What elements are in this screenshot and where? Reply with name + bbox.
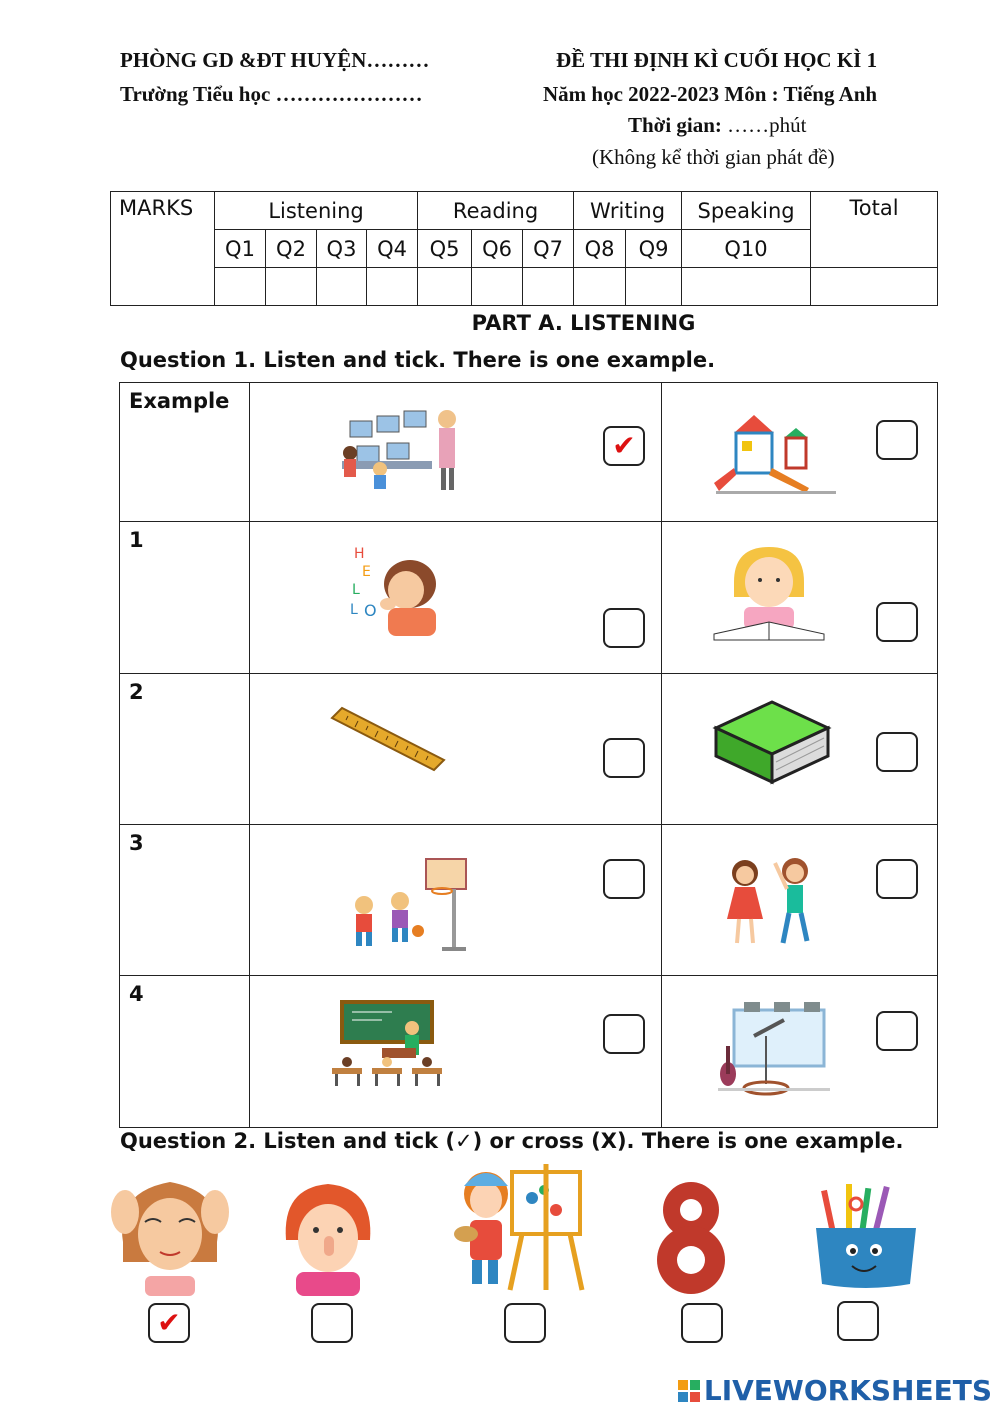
row-label-cell xyxy=(120,976,250,1128)
score-cell[interactable] xyxy=(523,268,574,306)
row-label: 2 xyxy=(129,680,144,704)
checkbox[interactable] xyxy=(876,1011,918,1051)
svg-text:L: L xyxy=(352,582,360,598)
score-cell[interactable] xyxy=(626,268,682,306)
skill-writing: Writing xyxy=(574,192,682,230)
music-room-picture xyxy=(714,996,834,1096)
q-header: Q5 xyxy=(418,230,472,268)
q-header: Q10 xyxy=(682,230,811,268)
question-1-grid xyxy=(119,382,938,1128)
playground-picture xyxy=(714,413,844,503)
option-cell xyxy=(662,674,938,825)
checkbox[interactable] xyxy=(311,1303,353,1343)
dancing-picture xyxy=(717,853,827,953)
painting-picture xyxy=(452,1160,592,1295)
option-cell xyxy=(662,522,938,674)
option-cell xyxy=(250,383,662,522)
score-cell[interactable] xyxy=(682,268,811,306)
score-cell[interactable] xyxy=(215,268,266,306)
classroom-picture xyxy=(332,998,452,1093)
marks-label: MARKS xyxy=(111,192,215,306)
green-book-picture xyxy=(712,698,832,788)
liveworksheets-logo xyxy=(678,1374,992,1407)
row-label: 3 xyxy=(129,831,144,855)
school-name: Trường Tiểu học ………………… xyxy=(120,82,423,106)
checkbox[interactable] xyxy=(603,738,645,778)
checkbox[interactable] xyxy=(876,602,918,642)
time-note: (Không kể thời gian phát đề) xyxy=(592,145,835,169)
q-header: Q3 xyxy=(317,230,367,268)
checkbox[interactable] xyxy=(148,1303,190,1343)
row-label-cell xyxy=(120,825,250,976)
checkbox[interactable] xyxy=(681,1303,723,1343)
option-cell xyxy=(250,522,662,674)
row-label-cell xyxy=(120,522,250,674)
tick-mark: ✔ xyxy=(612,429,636,462)
svg-text:E: E xyxy=(362,564,371,580)
part-a-title: PART A. LISTENING xyxy=(471,311,696,335)
score-cell[interactable] xyxy=(317,268,367,306)
score-cell[interactable] xyxy=(472,268,523,306)
row-label-cell xyxy=(120,383,250,522)
q-header: Q4 xyxy=(367,230,418,268)
score-cell[interactable] xyxy=(418,268,472,306)
ruler-picture xyxy=(328,704,448,774)
checkbox[interactable] xyxy=(603,1014,645,1054)
option-cell xyxy=(250,825,662,976)
option-cell xyxy=(662,383,938,522)
computer-room-picture xyxy=(332,401,472,496)
watermark-text: LIVEWORKSHEETS xyxy=(703,1374,992,1407)
score-cell-total[interactable] xyxy=(811,268,938,306)
svg-text:L: L xyxy=(350,602,358,618)
basketball-picture xyxy=(342,855,472,955)
marks-table xyxy=(110,191,938,306)
score-cell[interactable] xyxy=(574,268,626,306)
pencil-case-picture xyxy=(812,1184,920,1292)
option-cell xyxy=(662,825,938,976)
number-eight-picture xyxy=(638,1176,744,1296)
skill-speaking: Speaking xyxy=(682,192,811,230)
nose-picture xyxy=(268,1174,388,1296)
skill-listening: Listening xyxy=(215,192,418,230)
svg-text:O: O xyxy=(364,601,377,620)
tick-mark: ✔ xyxy=(157,1306,181,1339)
row-label-cell xyxy=(120,674,250,825)
score-cell[interactable] xyxy=(266,268,317,306)
checkbox[interactable] xyxy=(876,859,918,899)
checkbox[interactable] xyxy=(504,1303,546,1343)
skill-total: Total xyxy=(811,192,938,268)
school-year-subject: Năm học 2022-2023 Môn : Tiếng Anh xyxy=(543,82,878,106)
option-cell xyxy=(662,976,938,1128)
head-picture xyxy=(105,1172,235,1297)
row-label: 1 xyxy=(129,528,144,552)
checkbox[interactable] xyxy=(603,608,645,648)
option-cell xyxy=(250,674,662,825)
time-line xyxy=(628,113,807,138)
department-title: PHÒNG GD &ĐT HUYỆN……… xyxy=(120,48,430,72)
question-2-title: Question 2. Listen and tick (✓) or cross (X). There is one example. xyxy=(120,1129,904,1153)
option-cell xyxy=(250,976,662,1128)
question-1-title: Question 1. Listen and tick. There is one example. xyxy=(120,348,716,372)
liveworksheets-icon xyxy=(678,1380,700,1402)
checkbox[interactable] xyxy=(876,732,918,772)
checkbox[interactable] xyxy=(603,859,645,899)
q-header: Q6 xyxy=(472,230,523,268)
score-cell[interactable] xyxy=(367,268,418,306)
checkbox[interactable] xyxy=(603,426,645,466)
row-label: Example xyxy=(129,389,230,413)
skill-reading: Reading xyxy=(418,192,574,230)
row-label: 4 xyxy=(129,982,144,1006)
girl-reading-picture xyxy=(704,542,844,642)
q-header: Q9 xyxy=(626,230,682,268)
saying-hello-picture xyxy=(348,544,448,639)
svg-text:H: H xyxy=(354,546,365,562)
q-header: Q8 xyxy=(574,230,626,268)
time-label: Thời gian: xyxy=(628,113,722,137)
time-value[interactable]: ……phút xyxy=(721,113,807,137)
q-header: Q1 xyxy=(215,230,266,268)
q-header: Q2 xyxy=(266,230,317,268)
exam-title: ĐỀ THI ĐỊNH KÌ CUỐI HỌC KÌ 1 xyxy=(556,48,878,72)
q-header: Q7 xyxy=(523,230,574,268)
checkbox[interactable] xyxy=(837,1301,879,1341)
checkbox[interactable] xyxy=(876,420,918,460)
